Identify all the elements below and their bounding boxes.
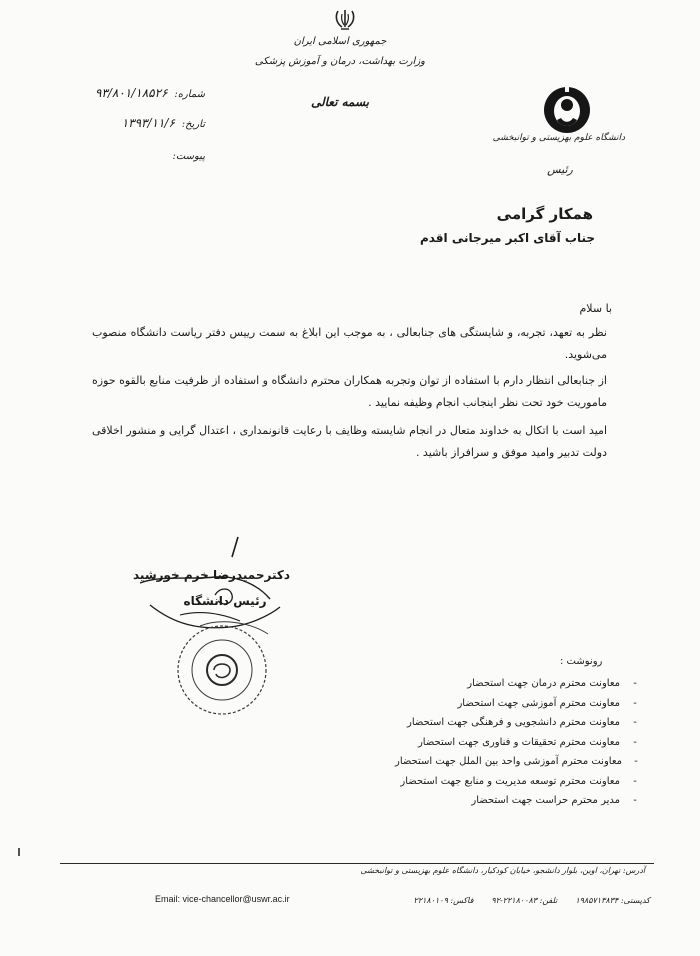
attachment-field xyxy=(150,148,205,162)
addressee: جناب آقای اکبر میرجانی اقدم xyxy=(419,231,595,245)
letter-date xyxy=(110,116,205,130)
salutation: همکار گرامی xyxy=(496,205,593,223)
body-paragraph-2: از جنابعالی انتظار دارم با استفاده از توان وتجربه همکاران محترم دانشگاه و استفاده از ظرفیت منابع بالقوه حوزه ماموریت خود تحت نظر اینجانب انجام وظیفه نمایید . xyxy=(92,374,607,409)
office-label: رئیس xyxy=(547,163,573,176)
letter-number-value: ۹۳/۸۰۱/۱۸۵۲۶ xyxy=(94,86,168,100)
ministry-heading: وزارت بهداشت، درمان و آموزش پزشکی xyxy=(254,56,425,67)
iran-emblem-icon xyxy=(333,8,357,30)
cc-item-label: معاونت محترم درمان جهت استحضار xyxy=(467,678,620,689)
body-paragraph-3: امید است با اتکال به خداوند متعال در انجام شایسته وظایف با رعایت قانونمداری ، اعتدال گرایی و منشور اخلاقی دولت تدبیر وامید موفق و سرافراز باشید . xyxy=(92,424,607,459)
university-logo-icon xyxy=(538,84,596,136)
footer-phone: تلفن: ۲۲۱۸۰۰۸۳-۹۲ xyxy=(491,896,558,905)
bullet-dash-icon: - xyxy=(633,697,637,709)
cc-item xyxy=(395,752,640,772)
official-stamp-icon xyxy=(160,612,290,722)
bullet-dash-icon: - xyxy=(633,775,637,787)
bullet-dash-icon: - xyxy=(634,756,638,767)
bullet-dash-icon: - xyxy=(633,717,637,728)
republic-heading: جمهوری اسلامی ایران xyxy=(293,36,387,47)
bismillah: بسمه تعالی xyxy=(310,95,370,109)
cc-item xyxy=(395,733,640,753)
footer-divider xyxy=(60,863,654,864)
signer-title: رئیس دانشگاه xyxy=(183,594,267,608)
signer-name: دکترحمیدرضا خرم خورشید xyxy=(132,568,290,582)
cc-item-label: معاونت محترم آموزشی جهت استحضار xyxy=(457,697,620,709)
letter-date-label: تاریخ: xyxy=(181,119,205,130)
bullet-dash-icon: - xyxy=(633,795,637,806)
university-name: دانشگاه علوم بهزیستی و توانبخشی xyxy=(492,133,625,143)
cc-item-label: معاونت محترم آموزشی واحد بین الملل جهت استحضار xyxy=(395,756,623,767)
cc-title: رونوشت : xyxy=(560,656,603,667)
footer-email[interactable]: Email: vice-chancellor@uswr.ac.ir xyxy=(155,894,290,904)
cc-item xyxy=(395,791,640,811)
cc-item-label: معاونت محترم توسعه مدیریت و منابع جهت استحضار xyxy=(400,775,620,787)
footer-address: آدرس: تهران، اوین، بلوار دانشجو، خیابان کودکیار، دانشگاه علوم بهزیستی و توانبخشی xyxy=(360,866,645,875)
letter-date-value: ۱۳۹۳/۱۱/۶ xyxy=(121,116,175,130)
letter-number-label: شماره: xyxy=(174,89,205,100)
margin-mark xyxy=(18,848,20,856)
cc-item-label: مدیر محترم حراست جهت استحضار xyxy=(471,795,620,806)
footer-postal-code: کدپستی: ۱۹۸۵۷۱۳۸۳۴ xyxy=(575,896,650,905)
attachment-label: پیوست: xyxy=(172,151,205,162)
footer-fax: فاکس: ۲۲۱۸۰۱۰۹ xyxy=(413,896,474,905)
cc-item-label: معاونت محترم دانشجویی و فرهنگی جهت استحضار xyxy=(406,717,620,728)
greeting: با سلام xyxy=(579,302,612,315)
letter-number xyxy=(90,86,205,100)
body-paragraph-1: نظر به تعهد، تجربه، و شایستگی های جنابعالی ، به موجب این ابلاغ به سمت رییس دفتر ریاست دانشگاه منصوب می‌شوید. xyxy=(92,326,607,361)
cc-item-label: معاونت محترم تحقیقات و فناوری جهت استحضار xyxy=(417,736,620,748)
bullet-dash-icon: - xyxy=(633,678,637,689)
cc-item xyxy=(395,674,640,694)
cc-list xyxy=(395,674,640,811)
cc-item xyxy=(395,694,640,714)
bullet-dash-icon: - xyxy=(633,736,637,748)
cc-item xyxy=(395,772,640,792)
cc-item xyxy=(395,713,640,733)
